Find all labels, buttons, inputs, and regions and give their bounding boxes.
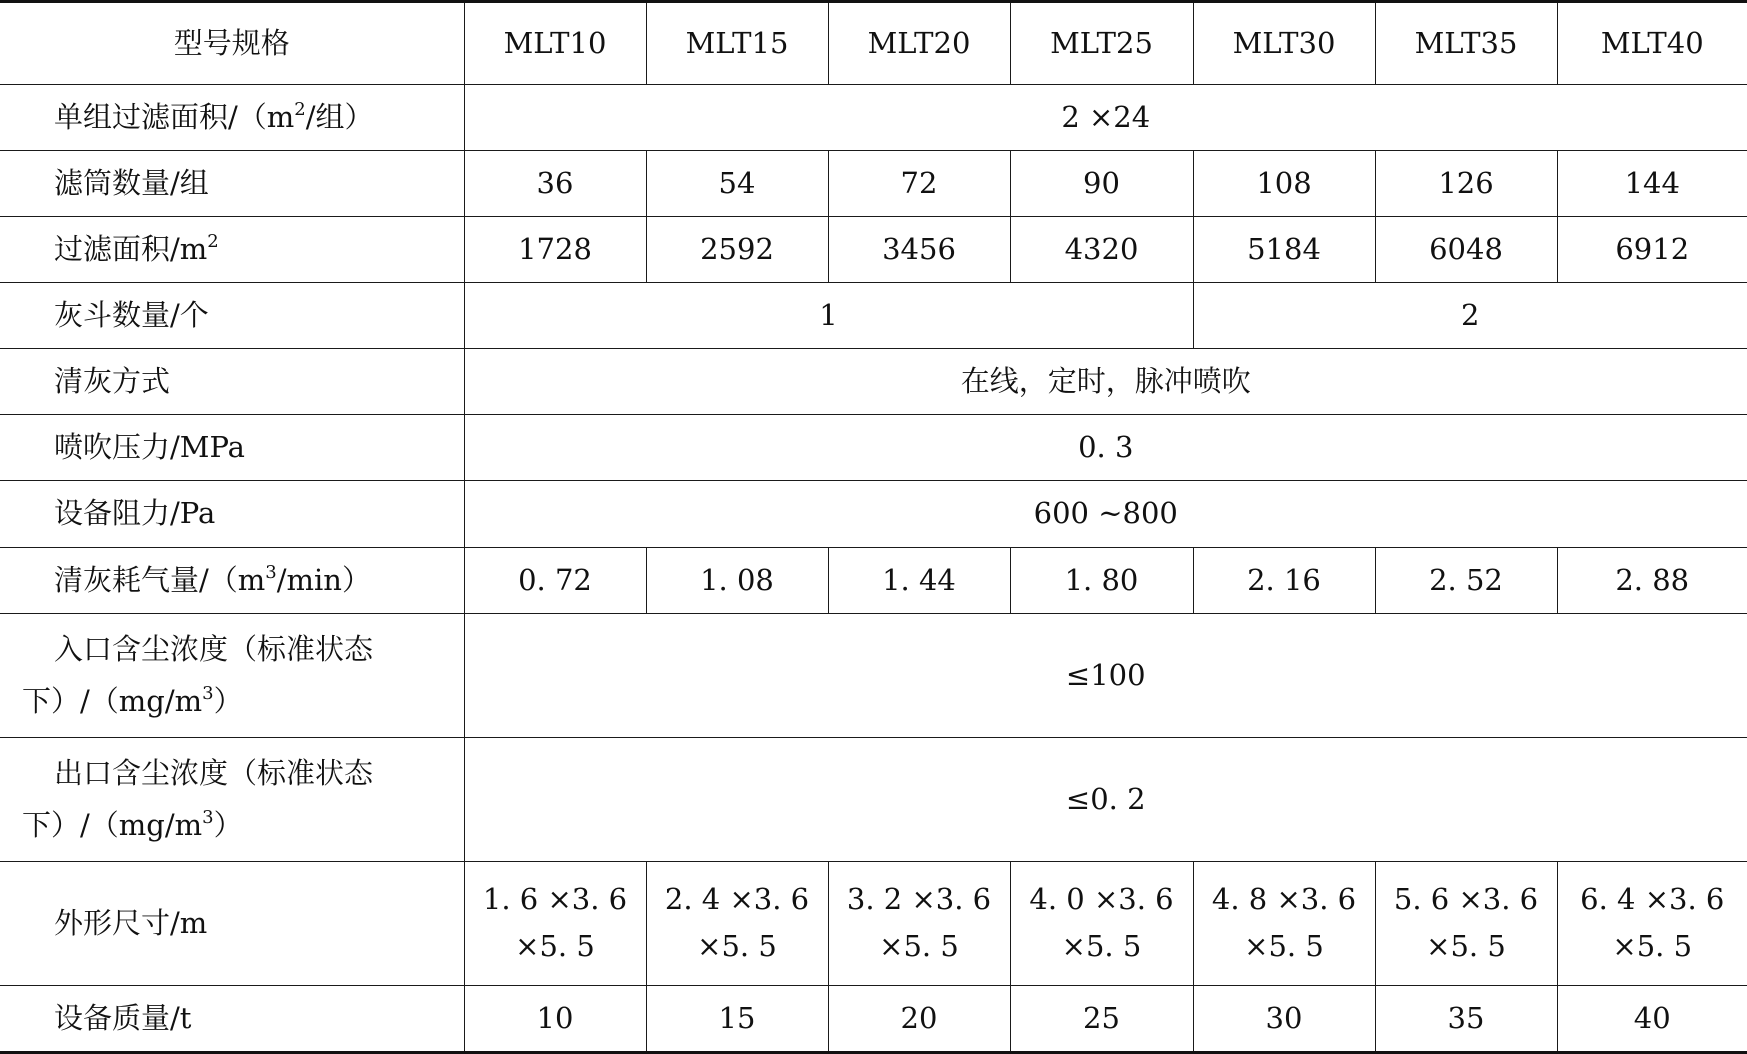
- table-cell: 2. 52: [1375, 547, 1557, 613]
- table-cell: ≤100: [464, 613, 1747, 737]
- row-label: 喷吹压力/MPa: [0, 415, 464, 481]
- row-outlet-dust: [0, 737, 1747, 861]
- table-cell: 35: [1375, 985, 1557, 1052]
- model-header: MLT20: [828, 2, 1010, 85]
- table-cell: 2592: [646, 217, 828, 283]
- table-cell: 600 ~800: [464, 481, 1747, 547]
- table-cell: 1: [464, 283, 1193, 349]
- row-label: 入口含尘浓度（标准状态 下）$/(mg/m^3)$: [0, 613, 464, 737]
- table-cell: 15: [646, 985, 828, 1052]
- row-filter-area: [0, 217, 1747, 283]
- row-label: 清灰方式: [0, 349, 464, 415]
- table-cell: 2 ×24: [464, 85, 1747, 151]
- row-hopper-count: [0, 283, 1747, 349]
- table-cell: 4. 0 ×3. 6 ×5. 5: [1010, 861, 1193, 985]
- row-single-area: [0, 85, 1747, 151]
- table-cell: 4320: [1010, 217, 1193, 283]
- table-cell: 108: [1193, 151, 1375, 217]
- table-cell: 10: [464, 985, 646, 1052]
- table-cell: 3. 2 ×3. 6 ×5. 5: [828, 861, 1010, 985]
- row-cleaning-method: [0, 349, 1747, 415]
- row-inlet-dust: [0, 613, 1747, 737]
- row-label: 出口含尘浓度（标准状态 下）$/(mg/m^3)$: [0, 737, 464, 861]
- table-cell: 6048: [1375, 217, 1557, 283]
- row-weight: [0, 985, 1747, 1052]
- table-cell: 5184: [1193, 217, 1375, 283]
- table-cell: ≤0. 2: [464, 737, 1747, 861]
- table-cell: 1. 08: [646, 547, 828, 613]
- table-cell: 20: [828, 985, 1010, 1052]
- header-label: 型号规格: [0, 2, 464, 85]
- model-header: MLT25: [1010, 2, 1193, 85]
- model-header: MLT10: [464, 2, 646, 85]
- table-cell: 36: [464, 151, 646, 217]
- table-cell: 4. 8 ×3. 6 ×5. 5: [1193, 861, 1375, 985]
- table-cell: 2. 4 ×3. 6 ×5. 5: [646, 861, 828, 985]
- row-label: 灰斗数量/个: [0, 283, 464, 349]
- row-label: 滤筒数量/组: [0, 151, 464, 217]
- table-cell: 90: [1010, 151, 1193, 217]
- row-air-consumption: [0, 547, 1747, 613]
- row-blow-pressure: [0, 415, 1747, 481]
- table-cell: 1. 44: [828, 547, 1010, 613]
- table-cell: 5. 6 ×3. 6 ×5. 5: [1375, 861, 1557, 985]
- table-cell: 3456: [828, 217, 1010, 283]
- row-cartridge-count: [0, 151, 1747, 217]
- table-cell: 40: [1557, 985, 1747, 1052]
- table-cell: 0. 3: [464, 415, 1747, 481]
- model-header: MLT15: [646, 2, 828, 85]
- table-cell: 25: [1010, 985, 1193, 1052]
- table-cell: 72: [828, 151, 1010, 217]
- row-label: 设备阻力/Pa: [0, 481, 464, 547]
- table-cell: 在线，定时，脉冲喷吹: [464, 349, 1747, 415]
- row-label: 设备质量/t: [0, 985, 464, 1052]
- table-cell: 1. 80: [1010, 547, 1193, 613]
- row-label: 外形尺寸/m: [0, 861, 464, 985]
- table-cell: 6912: [1557, 217, 1747, 283]
- table-cell: 54: [646, 151, 828, 217]
- table-cell: 2. 88: [1557, 547, 1747, 613]
- row-resistance: [0, 481, 1747, 547]
- table-cell: 2. 16: [1193, 547, 1375, 613]
- table-cell: 6. 4 ×3. 6 ×5. 5: [1557, 861, 1747, 985]
- table-cell: 1. 6 ×3. 6 ×5. 5: [464, 861, 646, 985]
- table-cell: 30: [1193, 985, 1375, 1052]
- table-cell: 0. 72: [464, 547, 646, 613]
- model-header: MLT35: [1375, 2, 1557, 85]
- row-label: 单组过滤面积$/(m^2/$组）: [0, 85, 464, 151]
- model-header: MLT40: [1557, 2, 1747, 85]
- row-label: 清灰耗气量$/(m^3/\min)$: [0, 547, 464, 613]
- row-dimensions: [0, 861, 1747, 985]
- table-cell: 144: [1557, 151, 1747, 217]
- table-cell: 1728: [464, 217, 646, 283]
- table-cell: 126: [1375, 151, 1557, 217]
- model-header: MLT30: [1193, 2, 1375, 85]
- table-cell: 2: [1193, 283, 1747, 349]
- row-label: 过滤面积$/m^2$: [0, 217, 464, 283]
- header-row: [0, 2, 1747, 85]
